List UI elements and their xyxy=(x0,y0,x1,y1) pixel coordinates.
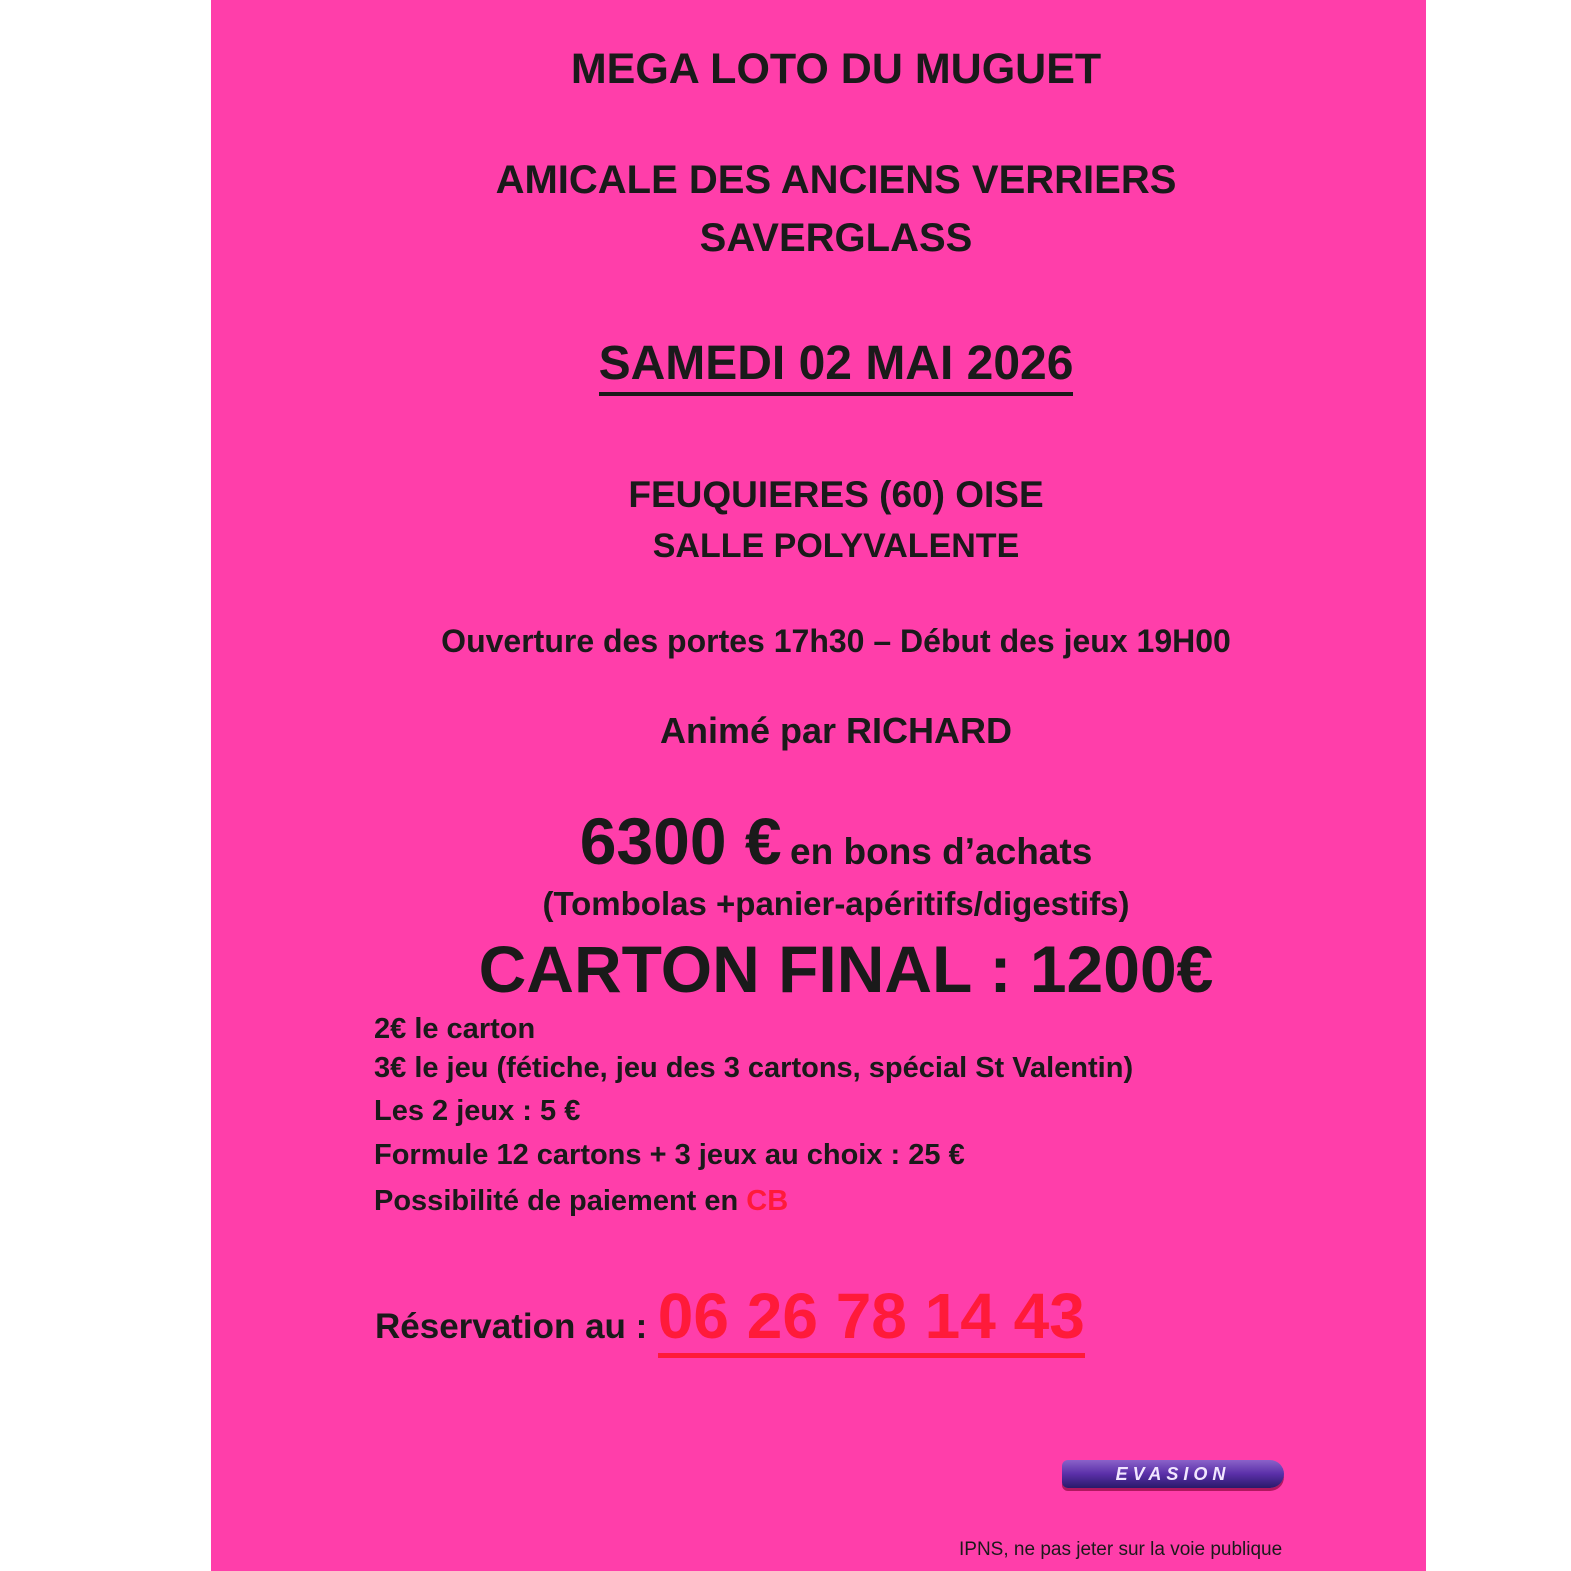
prize-label: en bons d’achats xyxy=(790,831,1093,872)
prize-amount: 6300 € xyxy=(579,804,782,878)
payment-text: Possibilité de paiement en xyxy=(374,1185,739,1217)
event-title: MEGA LOTO DU MUGUET xyxy=(570,45,1102,93)
final-card-prize: CARTON FINAL : 1200€ xyxy=(478,932,1214,1006)
event-venue: SALLE POLYVALENTE xyxy=(652,527,1020,565)
event-date-text: SAMEDI 02 MAI 2026 xyxy=(599,337,1074,396)
organizer-line-1: AMICALE DES ANCIENS VERRIERS xyxy=(495,158,1177,202)
price-line-card: 2€ le carton xyxy=(374,1013,536,1045)
event-hours: Ouverture des portes 17h30 – Début des jeux 19H00 xyxy=(441,623,1231,659)
event-city: FEUQUIERES (60) OISE xyxy=(628,474,1044,515)
reservation-label: Réservation au : xyxy=(375,1307,648,1346)
footer-notice: IPNS, ne pas jeter sur la voie publique xyxy=(959,1539,1283,1560)
price-line-formula: Formule 12 cartons + 3 jeux au choix : 25 € xyxy=(374,1139,965,1171)
flyer-page xyxy=(211,0,1426,1571)
reservation-line xyxy=(375,1280,1085,1352)
price-line-two-games: Les 2 jeux : 5 € xyxy=(374,1095,581,1127)
prize-pool xyxy=(211,804,1461,878)
organizer-line-2: SAVERGLASS xyxy=(699,216,973,260)
price-line-game: 3€ le jeu (fétiche, jeu des 3 cartons, spécial St Valentin) xyxy=(374,1052,1134,1084)
reservation-phone: 06 26 78 14 43 xyxy=(658,1280,1085,1358)
event-host: Animé par RICHARD xyxy=(659,710,1013,751)
prize-extras: (Tombolas +panier-apéritifs/digestifs) xyxy=(542,885,1130,922)
evasion-logo: EVASION xyxy=(1062,1460,1284,1488)
payment-method: CB xyxy=(746,1185,789,1217)
payment-line xyxy=(374,1187,788,1216)
event-date xyxy=(211,337,1461,390)
